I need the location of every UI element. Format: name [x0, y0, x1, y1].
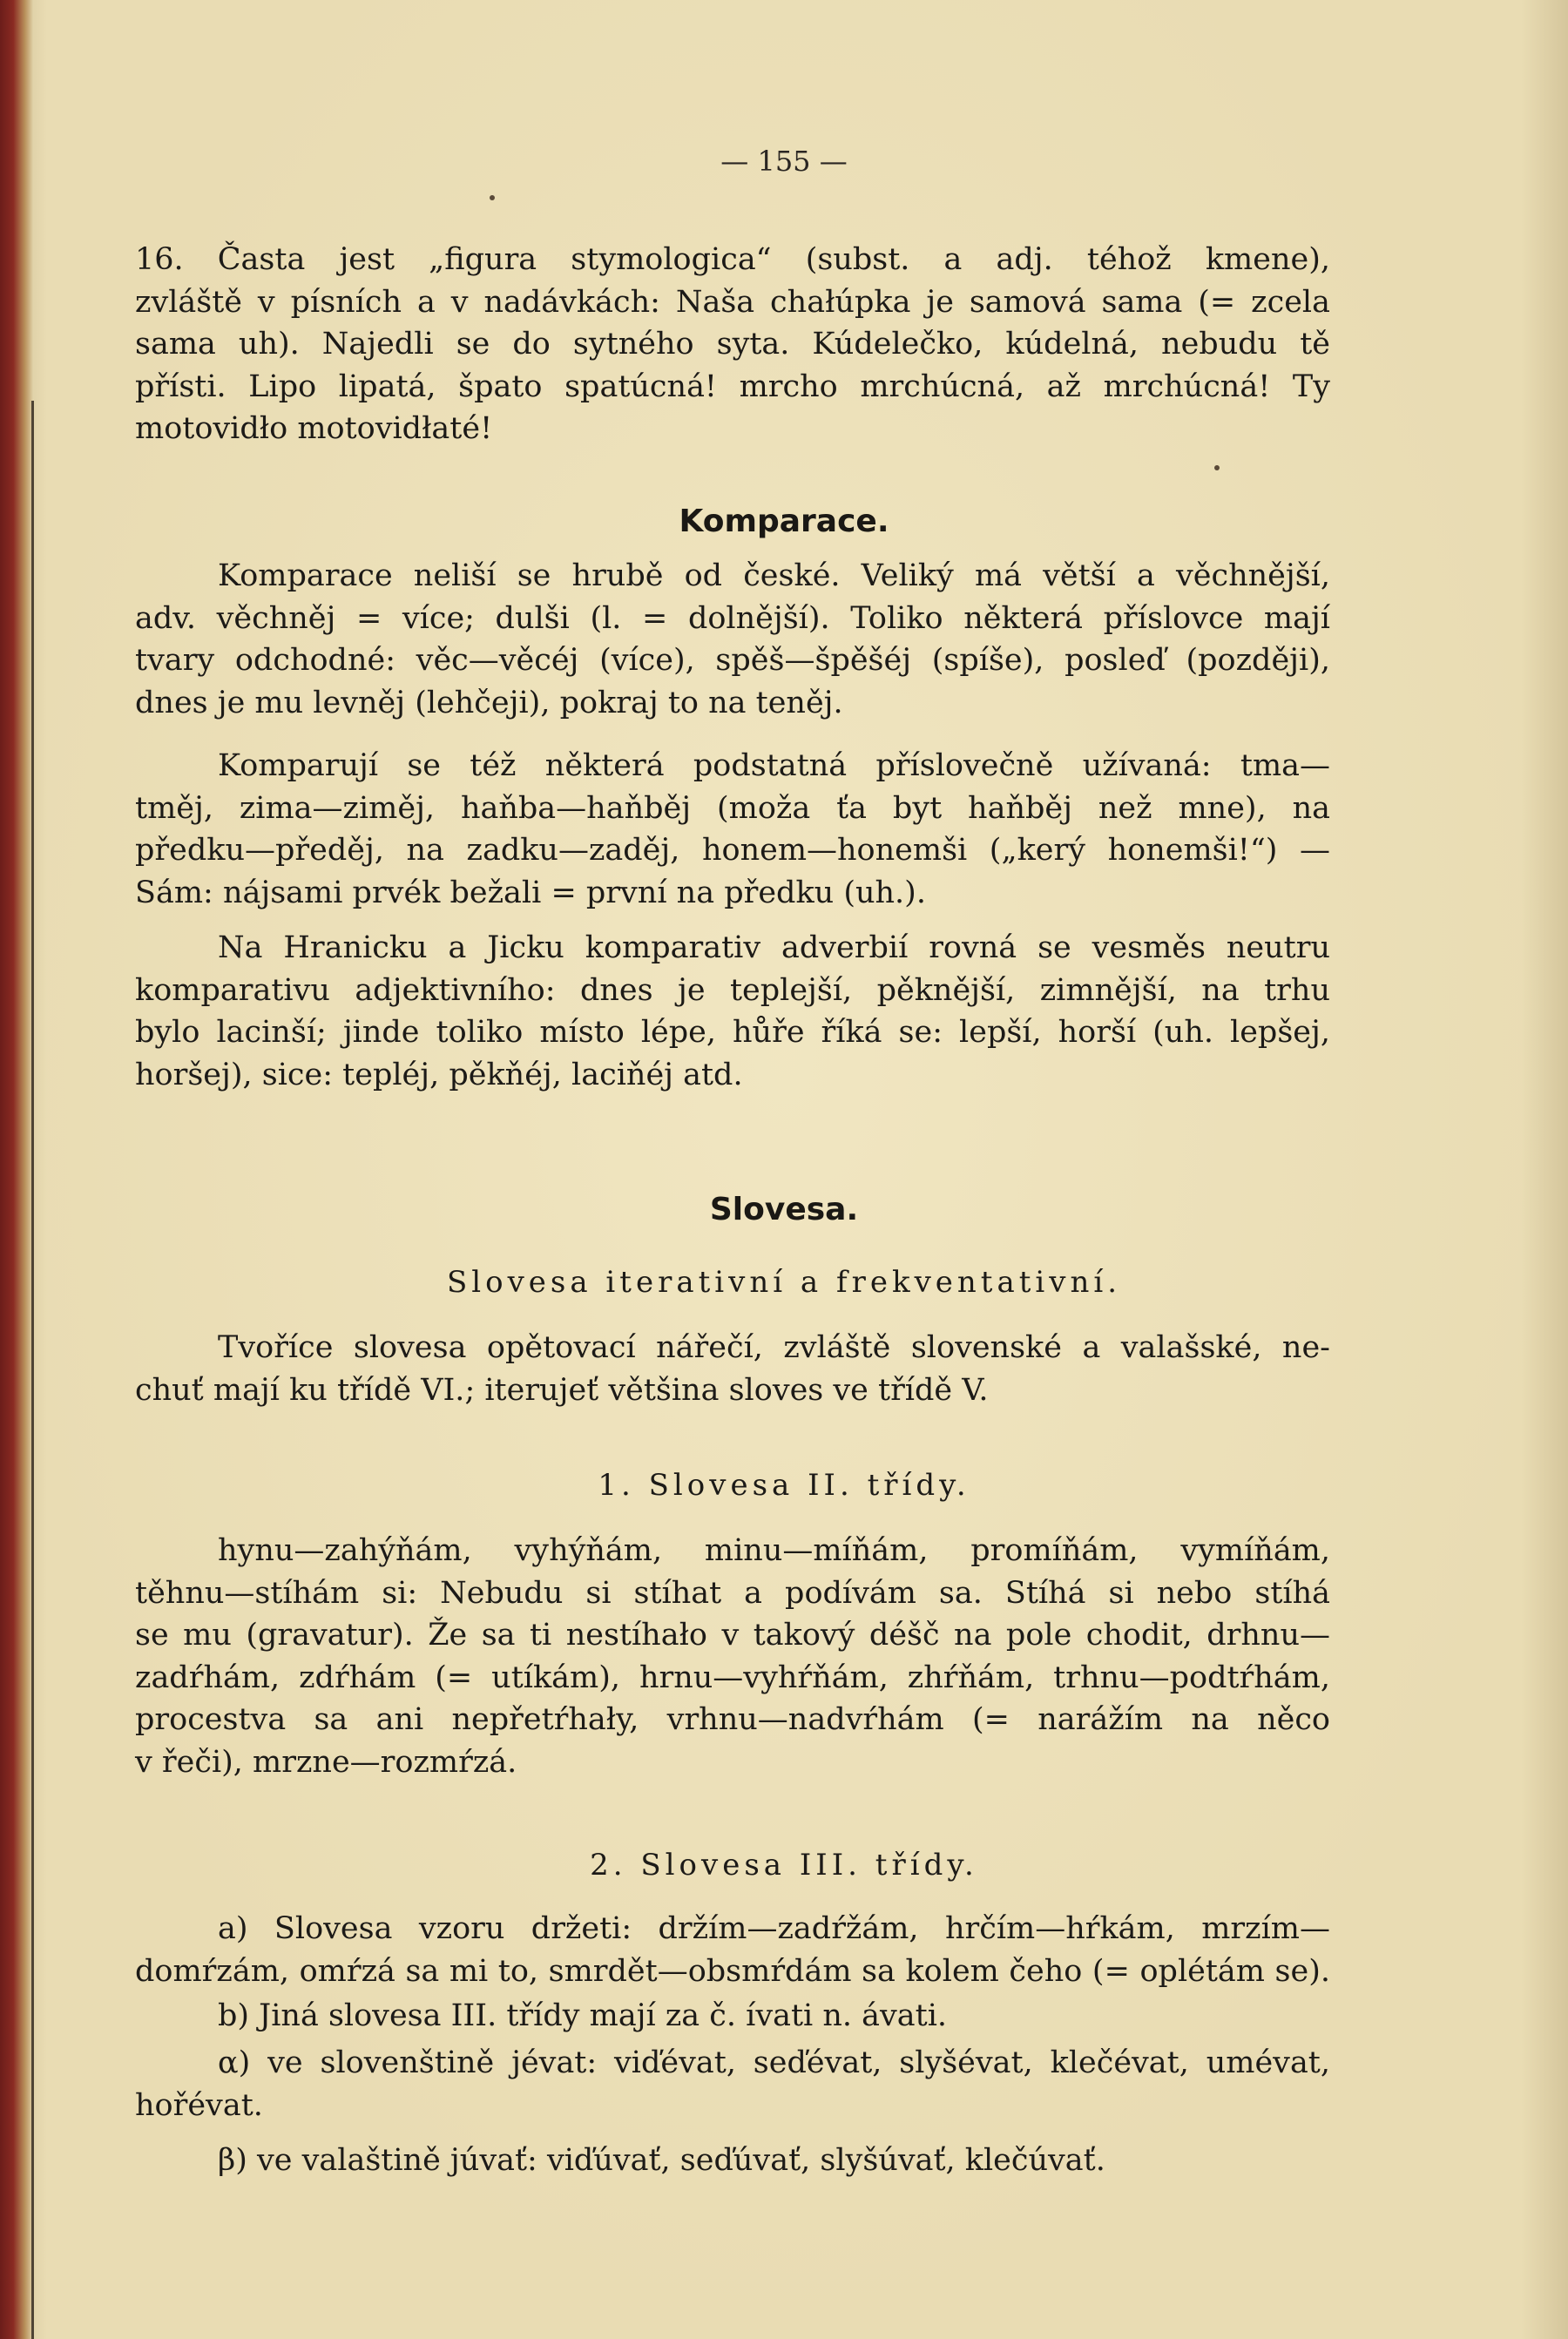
text-line: předku—předěj, na zadku—zaděj, honem—honemši („kerý honemši!“) — [135, 833, 1330, 868]
text-line: sama uh). Najedli se do sytného syta. Kúdelečko, kúdelná, nebudu tě [135, 327, 1330, 362]
text-line: Sám: nájsami prvék bežali = první na předku (uh.). [135, 875, 926, 910]
text-line: bylo lacinší; jinde toliko místo lépe, hůře říká se: lepší, horší (uh. lepšej, [135, 1015, 1330, 1050]
text-line: tvary odchodné: věc—věcéj (více), spěš—špěšéj (spíše), posleď (později), [135, 643, 1330, 678]
text-line: tměj, zima—ziměj, haňba—haňběj (moža ťa byt haňběj než mne), na [135, 790, 1330, 826]
paragraph-hynu [135, 1530, 1330, 1783]
text-line: Komparace neliší se hrubě od české. Veliký má větší a věchnější, [218, 558, 1330, 593]
paragraph-figura-stymologica [135, 239, 1330, 450]
paragraph-komparuji [135, 745, 1330, 914]
text-line: těhnu—stíhám si: Nebudu si stíhat a podívám sa. Stíhá si nebo stíhá [135, 1575, 1330, 1611]
paper-speck [1214, 465, 1220, 470]
text-line: a) Slovesa vzoru držeti: držím—zadŕžám, hrčím—hŕkám, mrzím— [218, 1911, 1330, 1946]
text-line: zadŕhám, zdŕhám (= utíkám), hrnu—vyhŕňám, zhŕňám, trhnu—podtŕhám, [135, 1660, 1330, 1695]
text-line: motovidło motovidłaté! [135, 411, 493, 446]
text-line: 16. Časta jest „figura stymologica“ (subst. a adj. téhož kmene), [135, 242, 1330, 277]
text-line: hynu—zahýňám, vyhýňám, minu—míňám, promíňám, vymíňám, [218, 1533, 1330, 1568]
paragraph-slovenstina [135, 2042, 1330, 2126]
paragraph-valastina [135, 2140, 1330, 2182]
subheading-iterativni: Slovesa iterativní a frekventativní. [446, 1265, 1122, 1300]
text-line: komparativu adjektivního: dnes je teplejší, pěknější, zimnější, na trhu [135, 972, 1330, 1008]
text-line: β) ve valaštině júvať: viďúvať, seďúvať, slyšúvať, klečúvať. [218, 2143, 1105, 2178]
text-line: horšej), sice: tepléj, pěkňéj, laciňéj atd. [135, 1057, 743, 1092]
text-line: zvláště v písních a v nadávkách: Naša chałúpka je samová sama (= zcela [135, 284, 1330, 320]
text-line: dnes je mu levněj (lehčeji), pokraj to na teněj. [135, 685, 843, 720]
page-number: — 155 — [720, 145, 848, 178]
paragraph-tvorice [135, 1327, 1330, 1411]
subheading-trida-3: 2. Slovesa III. třídy. [590, 1848, 978, 1883]
text-line: chuť mají ku třídě VI.; iterujeť většina sloves ve třídě V. [135, 1372, 989, 1408]
text-line: α) ve slovenštině jévat: viďévat, seďévat, slyšévat, klečévat, umévat, [218, 2045, 1330, 2080]
subheading-trida-2: 1. Slovesa II. třídy. [598, 1468, 970, 1503]
text-line: b) Jiná slovesa III. třídy mají za č. ívati n. ávati. [218, 1998, 948, 2033]
paragraph-jina-slovesa [135, 1995, 1330, 2038]
text-line: Komparují se též některá podstatná příslovečně užívaná: tma— [218, 748, 1330, 783]
text-line: Tvoříce slovesa opětovací nářečí, zvláště slovenské a valašské, ne- [218, 1330, 1330, 1365]
text-line: procestva sa ani nepřetŕhały, vrhnu—nadvŕhám (= narážím na něco [135, 1702, 1330, 1737]
paragraph-drzeti [135, 1908, 1330, 1992]
paper-speck [490, 195, 495, 200]
text-line: přísti. Lipo lipatá, špato spatúcná! mrcho mrchúcná, až mrchúcná! Ty [135, 368, 1330, 404]
text-line: se mu (gravatur). Že sa ti nestíhało v takový déšč na pole chodit, drhnu— [135, 1618, 1330, 1653]
book-binding-edge [0, 0, 33, 2339]
text-line: adv. věchněj = více; dulši (l. = dolnější). Toliko některá příslovce mají [135, 600, 1330, 636]
paragraph-komparace [135, 555, 1330, 724]
section-heading-komparace: Komparace. [679, 504, 889, 539]
text-line: domŕzám, omŕzá sa mi to, smrdět—obsmŕdám sa kolem čeho (= oplétám se). [135, 1953, 1330, 1989]
section-heading-slovesa: Slovesa. [709, 1192, 859, 1227]
paragraph-hranicko [135, 927, 1330, 1096]
text-line: v řeči), mrzne—rozmŕzá. [135, 1744, 517, 1780]
text-line: Na Hranicku a Jicku komparativ adverbií rovná se vesměs neutru [218, 930, 1330, 965]
binding-shadow-line [31, 401, 34, 2339]
text-line: hořévat. [135, 2087, 263, 2123]
